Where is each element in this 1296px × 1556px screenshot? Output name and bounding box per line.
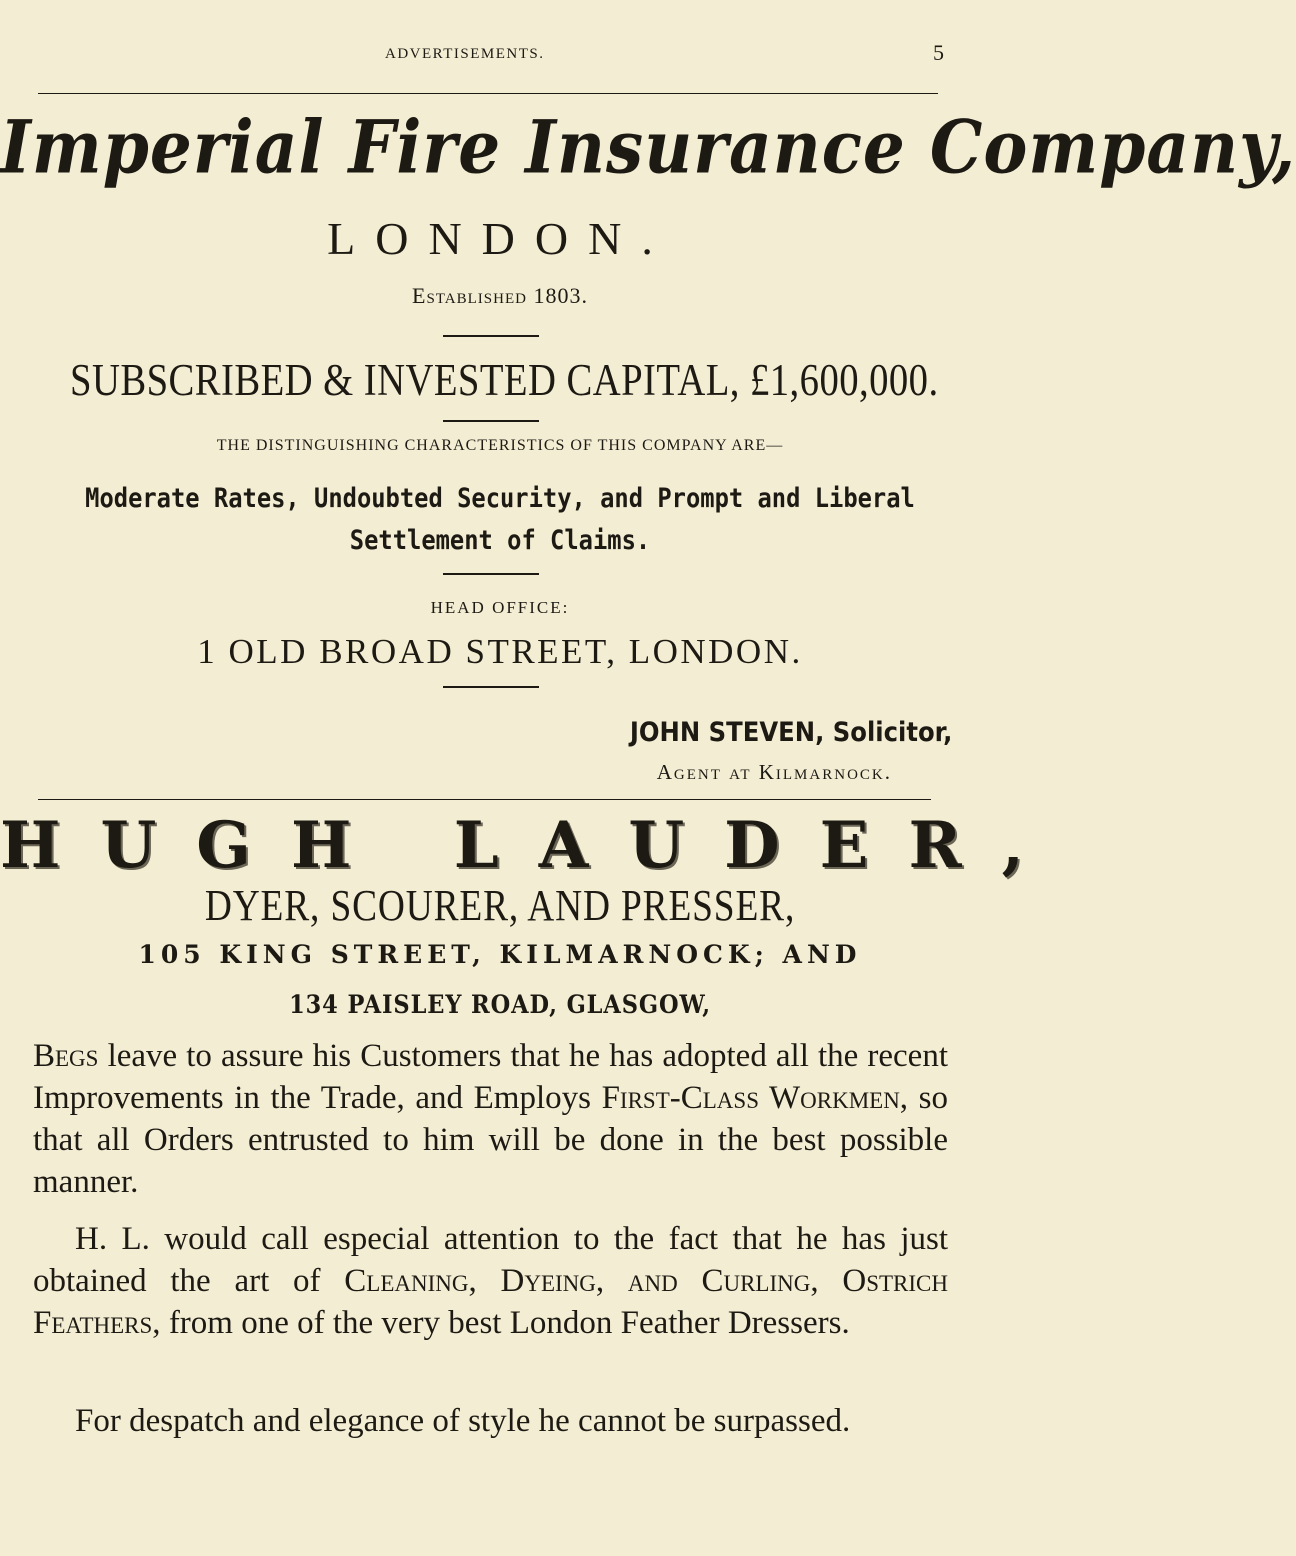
company-city: LONDON. [327,213,673,264]
divider [443,420,539,422]
p1-smallcaps: First-Class Workmen, [601,1080,909,1116]
p2-text-b: from one of the very best London Feather Dressers. [160,1305,850,1341]
company-name: Imperial Fire Insurance Company, [0,104,1296,190]
p2-text-a: H. L. would call especial attention to the fact that he has just obtained the art of [33,1221,948,1299]
p3-text: For despatch and elegance of style he cannot be surpassed. [75,1403,851,1439]
agent-name: JOHN STEVEN, Solicitor, [629,717,952,748]
characteristics-intro: THE DISTINGUISHING CHARACTERISTICS OF THIS COMPANY ARE— [216,437,784,454]
agent-location: Agent at Kilmarnock. [656,760,892,784]
lauder-address-1: 105 KING STREET, KILMARNOCK; AND [138,940,862,969]
lauder-name: HUGH LAUDER, [0,808,1064,883]
section-rule [38,799,931,800]
divider [443,686,539,688]
p1-text-b: so that all Orders entrusted to him will be done in the best possible manner. [33,1080,948,1200]
features-line-2: Settlement of Claims. [349,525,651,556]
p1-text-a: leave to assure his Customers that he has adopted all the recent Improvements in the Trade, and Employs [33,1038,948,1116]
p1-lead: Begs [33,1038,99,1074]
divider [443,573,539,575]
features-line-1: Moderate Rates, Undoubted Security, and Prompt and Liberal [85,483,915,514]
established-line: Established 1803. [412,283,588,308]
running-title: ADVERTISEMENTS. [385,46,545,62]
paragraph-3 [33,1400,948,1442]
paragraph-1 [33,1035,948,1203]
header-rule [38,93,938,94]
p2-smallcaps: Cleaning, Dyeing, and Curling, Ostrich Feathers, [33,1263,948,1341]
features-text [60,478,940,562]
divider [443,335,539,337]
paragraph-2 [33,1218,948,1344]
head-office-address: 1 OLD BROAD STREET, LONDON. [197,632,803,671]
lauder-address-2: 134 PAISLEY ROAD, GLASGOW, [289,990,711,1019]
lauder-trade: DYER, SCOURER, AND PRESSER, [204,881,796,930]
capital-line: SUBSCRIBED & INVESTED CAPITAL, £1,600,000. [70,355,939,405]
page-number: 5 [933,40,946,65]
head-office-label: HEAD OFFICE: [430,598,570,617]
